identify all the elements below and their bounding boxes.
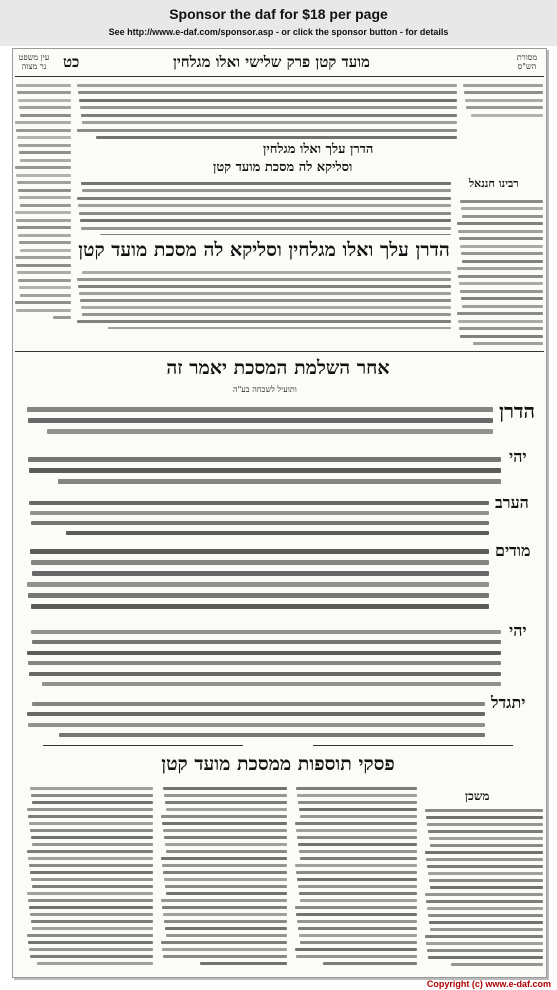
divider-2b bbox=[313, 745, 513, 746]
text-line bbox=[16, 219, 71, 222]
text-line bbox=[82, 121, 457, 124]
text-line bbox=[29, 948, 153, 951]
text-line bbox=[27, 712, 485, 716]
text-line bbox=[425, 851, 543, 854]
text-line bbox=[427, 907, 543, 910]
text-line bbox=[430, 886, 543, 889]
text-line bbox=[163, 913, 287, 916]
text-line bbox=[80, 106, 457, 109]
text-line bbox=[15, 121, 71, 124]
text-line bbox=[459, 237, 543, 240]
text-line bbox=[77, 320, 451, 323]
text-line bbox=[300, 941, 417, 944]
text-line bbox=[28, 857, 153, 860]
text-line bbox=[299, 808, 417, 811]
text-line bbox=[428, 830, 543, 833]
text-line bbox=[31, 920, 153, 923]
siyum-title: אחר השלמת המסכת יאמר זה bbox=[166, 357, 390, 379]
text-line bbox=[30, 913, 153, 916]
text-line bbox=[430, 844, 543, 847]
text-line bbox=[299, 934, 417, 937]
text-line bbox=[28, 723, 485, 727]
text-line bbox=[81, 306, 451, 309]
text-line bbox=[165, 927, 287, 930]
text-line bbox=[79, 212, 451, 215]
text-line bbox=[425, 935, 543, 938]
text-line bbox=[19, 286, 71, 289]
text-block-middle bbox=[77, 177, 451, 235]
text-line bbox=[296, 913, 417, 916]
text-line bbox=[165, 801, 287, 804]
text-line bbox=[29, 468, 501, 473]
text-line bbox=[166, 808, 287, 811]
text-line bbox=[29, 864, 153, 867]
text-line bbox=[297, 794, 417, 797]
text-line bbox=[32, 843, 153, 846]
text-line bbox=[16, 309, 71, 312]
text-line bbox=[20, 114, 71, 117]
text-line bbox=[82, 271, 451, 274]
text-line bbox=[430, 928, 543, 931]
text-line bbox=[163, 829, 287, 832]
text-line bbox=[81, 227, 451, 230]
sponsor-subtitle[interactable]: See http://www.e-daf.com/sponsor.asp - or click the sponsor button - for details bbox=[108, 27, 449, 37]
text-line bbox=[31, 560, 489, 565]
text-line bbox=[16, 129, 71, 132]
text-line bbox=[428, 914, 543, 917]
yehi-word: יהי bbox=[509, 447, 527, 466]
text-line bbox=[464, 91, 543, 94]
text-line bbox=[19, 241, 71, 244]
text-line bbox=[16, 84, 71, 87]
text-line bbox=[165, 885, 287, 888]
text-line bbox=[429, 921, 543, 924]
text-line bbox=[27, 850, 153, 853]
divider-1 bbox=[15, 351, 544, 352]
text-line bbox=[164, 836, 287, 839]
text-line bbox=[78, 91, 457, 94]
text-line bbox=[17, 271, 71, 274]
text-line bbox=[296, 871, 417, 874]
text-line bbox=[32, 640, 501, 644]
text-line bbox=[82, 189, 451, 192]
text-line bbox=[78, 204, 451, 207]
text-line bbox=[163, 787, 287, 790]
siyum-yehi-text bbox=[27, 451, 501, 491]
text-line bbox=[457, 222, 543, 225]
yitgadal-word: יתגדל bbox=[491, 693, 526, 712]
text-line bbox=[78, 285, 451, 288]
text-line bbox=[466, 106, 543, 109]
text-line bbox=[15, 256, 71, 259]
text-line bbox=[32, 885, 153, 888]
text-line bbox=[166, 850, 287, 853]
copyright-link[interactable]: Copyright (c) www.e-daf.com bbox=[426, 979, 551, 989]
header-title: מועד קטן פרק שלישי ואלו מגלחין bbox=[173, 53, 370, 71]
text-line bbox=[80, 219, 451, 222]
text-line bbox=[462, 305, 543, 308]
text-line bbox=[66, 531, 489, 535]
text-line bbox=[298, 927, 417, 930]
text-line bbox=[100, 234, 451, 235]
text-line bbox=[461, 297, 543, 300]
page-header bbox=[13, 51, 546, 77]
text-line bbox=[29, 672, 501, 676]
text-line bbox=[20, 294, 71, 297]
margin-left-top bbox=[15, 79, 71, 329]
text-line bbox=[425, 893, 543, 896]
header-left-ref: מסורת הש"ס bbox=[516, 53, 538, 71]
text-line bbox=[298, 885, 417, 888]
text-line bbox=[82, 313, 451, 316]
text-line bbox=[457, 312, 543, 315]
text-line bbox=[461, 252, 543, 255]
text-line bbox=[30, 549, 489, 554]
hadran-big-heading: הדרן עלך ואלו מגלחין וסליקא לה מסכת מועד קטן bbox=[78, 239, 450, 261]
text-line bbox=[299, 850, 417, 853]
text-block-lower bbox=[77, 267, 451, 329]
piskei-tosafot-title: פסקי תוספות ממסכת מועד קטן bbox=[161, 753, 395, 775]
text-line bbox=[427, 823, 543, 826]
text-line bbox=[166, 934, 287, 937]
text-line bbox=[164, 878, 287, 881]
text-line bbox=[427, 949, 543, 952]
text-line bbox=[30, 511, 489, 515]
text-line bbox=[161, 815, 287, 818]
text-line bbox=[17, 91, 71, 94]
text-line bbox=[429, 879, 543, 882]
text-line bbox=[28, 941, 153, 944]
text-line bbox=[31, 836, 153, 839]
text-line bbox=[427, 865, 543, 868]
text-line bbox=[27, 651, 501, 655]
text-line bbox=[30, 829, 153, 832]
text-line bbox=[28, 418, 493, 423]
text-line bbox=[31, 878, 153, 881]
vesliqa-short-heading: וסליקא לה מסכת מועד קטן bbox=[213, 160, 353, 175]
text-line bbox=[460, 245, 543, 248]
text-line bbox=[29, 501, 489, 505]
text-line bbox=[426, 942, 543, 945]
divider-2a bbox=[43, 745, 243, 746]
siyum-modim-text bbox=[27, 543, 489, 617]
text-line bbox=[77, 278, 451, 281]
text-line bbox=[28, 899, 153, 902]
text-line bbox=[458, 275, 543, 278]
text-line bbox=[18, 234, 71, 237]
text-line bbox=[163, 955, 287, 958]
text-line bbox=[166, 892, 287, 895]
text-line bbox=[459, 327, 543, 330]
text-line bbox=[32, 927, 153, 930]
text-line bbox=[31, 521, 489, 525]
text-line bbox=[27, 892, 153, 895]
text-line bbox=[29, 822, 153, 825]
header-right-ref: עין משפט נר מצוה bbox=[18, 53, 50, 71]
rabbeinu-hananel-heading: רבינו חננאל bbox=[469, 177, 519, 190]
piskei-col-1 bbox=[425, 805, 543, 971]
text-line bbox=[161, 857, 287, 860]
text-line bbox=[32, 801, 153, 804]
margin-right-top bbox=[461, 79, 543, 119]
text-line bbox=[164, 920, 287, 923]
text-line bbox=[298, 843, 417, 846]
header-rule bbox=[15, 76, 544, 77]
text-line bbox=[299, 892, 417, 895]
text-line bbox=[162, 864, 287, 867]
haarev-word: הערב bbox=[495, 493, 529, 512]
text-line bbox=[27, 407, 493, 412]
text-line bbox=[426, 900, 543, 903]
text-line bbox=[162, 948, 287, 951]
text-line bbox=[164, 794, 287, 797]
text-line bbox=[37, 962, 153, 965]
text-line bbox=[47, 429, 493, 434]
text-line bbox=[27, 582, 489, 587]
text-line bbox=[27, 808, 153, 811]
text-line bbox=[59, 733, 485, 737]
text-line bbox=[30, 871, 153, 874]
text-line bbox=[17, 181, 71, 184]
text-line bbox=[297, 878, 417, 881]
text-line bbox=[298, 801, 417, 804]
mishkan-heading: משכן bbox=[465, 789, 490, 803]
text-line bbox=[27, 934, 153, 937]
text-line bbox=[30, 955, 153, 958]
text-line bbox=[18, 189, 71, 192]
text-line bbox=[460, 335, 543, 338]
text-line bbox=[17, 136, 71, 139]
text-line bbox=[15, 301, 71, 304]
text-line bbox=[20, 204, 71, 207]
text-line bbox=[28, 815, 153, 818]
text-line bbox=[460, 290, 543, 293]
text-line bbox=[42, 682, 501, 686]
text-block-top bbox=[77, 79, 457, 139]
text-line bbox=[296, 829, 417, 832]
text-line bbox=[53, 316, 71, 319]
text-line bbox=[80, 299, 451, 302]
text-line bbox=[18, 99, 71, 102]
text-line bbox=[28, 593, 489, 598]
text-line bbox=[295, 906, 417, 909]
text-line bbox=[29, 906, 153, 909]
siyum-yehi2-text bbox=[27, 623, 501, 689]
text-line bbox=[18, 144, 71, 147]
text-line bbox=[425, 809, 543, 812]
rabbeinu-hananel-text bbox=[457, 195, 543, 345]
hadran-word: הדרן bbox=[499, 399, 536, 423]
text-line bbox=[163, 871, 287, 874]
text-line bbox=[300, 815, 417, 818]
siyum-yitgadal-text bbox=[27, 695, 485, 739]
text-line bbox=[15, 211, 71, 214]
talmud-page bbox=[12, 48, 547, 978]
sponsor-banner[interactable] bbox=[0, 0, 557, 46]
text-line bbox=[460, 200, 543, 203]
text-line bbox=[161, 899, 287, 902]
modim-word: מודים bbox=[495, 541, 531, 560]
text-line bbox=[461, 207, 543, 210]
text-line bbox=[58, 479, 501, 484]
text-line bbox=[323, 962, 417, 965]
text-line bbox=[200, 962, 287, 965]
text-line bbox=[162, 906, 287, 909]
text-line bbox=[426, 858, 543, 861]
siyum-hadran-text bbox=[27, 401, 493, 445]
hadran-short-heading: הדרן עלך ואלו מגלחין bbox=[263, 142, 374, 157]
text-line bbox=[462, 215, 543, 218]
text-line bbox=[295, 864, 417, 867]
text-line bbox=[297, 920, 417, 923]
text-line bbox=[426, 816, 543, 819]
text-line bbox=[28, 457, 501, 462]
text-line bbox=[32, 571, 489, 576]
text-line bbox=[300, 857, 417, 860]
yehi2-word: יהי bbox=[509, 621, 527, 640]
text-line bbox=[471, 114, 543, 117]
text-line bbox=[16, 174, 71, 177]
siyum-subtitle: ותועיל לשכחה בע"ה bbox=[233, 385, 297, 394]
text-line bbox=[20, 159, 71, 162]
text-line bbox=[96, 136, 457, 139]
text-line bbox=[31, 630, 501, 634]
text-line bbox=[295, 948, 417, 951]
text-line bbox=[32, 702, 485, 706]
text-line bbox=[81, 182, 451, 185]
text-line bbox=[462, 260, 543, 263]
text-line bbox=[463, 84, 543, 87]
piskei-col-3 bbox=[161, 783, 287, 971]
text-line bbox=[79, 99, 457, 102]
text-line bbox=[79, 292, 451, 295]
text-line bbox=[15, 166, 71, 169]
text-line bbox=[161, 941, 287, 944]
text-line bbox=[296, 787, 417, 790]
piskei-col-4 bbox=[27, 783, 153, 971]
siyum-haarev-text bbox=[27, 495, 489, 539]
text-line bbox=[459, 282, 543, 285]
text-line bbox=[20, 249, 71, 252]
text-line bbox=[77, 129, 457, 132]
daf-number: כט bbox=[63, 53, 80, 71]
text-line bbox=[295, 822, 417, 825]
text-line bbox=[81, 114, 457, 117]
text-line bbox=[77, 84, 457, 87]
text-line bbox=[458, 320, 543, 323]
sponsor-title[interactable]: Sponsor the daf for $18 per page bbox=[169, 6, 388, 22]
text-line bbox=[428, 956, 543, 959]
text-line bbox=[296, 955, 417, 958]
text-line bbox=[429, 837, 543, 840]
text-line bbox=[17, 226, 71, 229]
text-line bbox=[162, 822, 287, 825]
text-line bbox=[77, 197, 451, 200]
piskei-col-2 bbox=[295, 783, 417, 971]
text-line bbox=[165, 843, 287, 846]
text-line bbox=[30, 787, 153, 790]
text-line bbox=[465, 99, 543, 102]
text-line bbox=[16, 264, 71, 267]
text-line bbox=[473, 342, 543, 345]
text-line bbox=[18, 279, 71, 282]
text-line bbox=[457, 267, 543, 270]
text-line bbox=[428, 872, 543, 875]
text-line bbox=[19, 106, 71, 109]
text-line bbox=[300, 899, 417, 902]
text-line bbox=[458, 230, 543, 233]
text-line bbox=[297, 836, 417, 839]
text-line bbox=[108, 327, 451, 329]
text-line bbox=[451, 963, 543, 966]
text-line bbox=[31, 794, 153, 797]
text-line bbox=[28, 661, 501, 665]
text-line bbox=[31, 604, 489, 609]
text-line bbox=[19, 151, 71, 154]
text-line bbox=[19, 196, 71, 199]
